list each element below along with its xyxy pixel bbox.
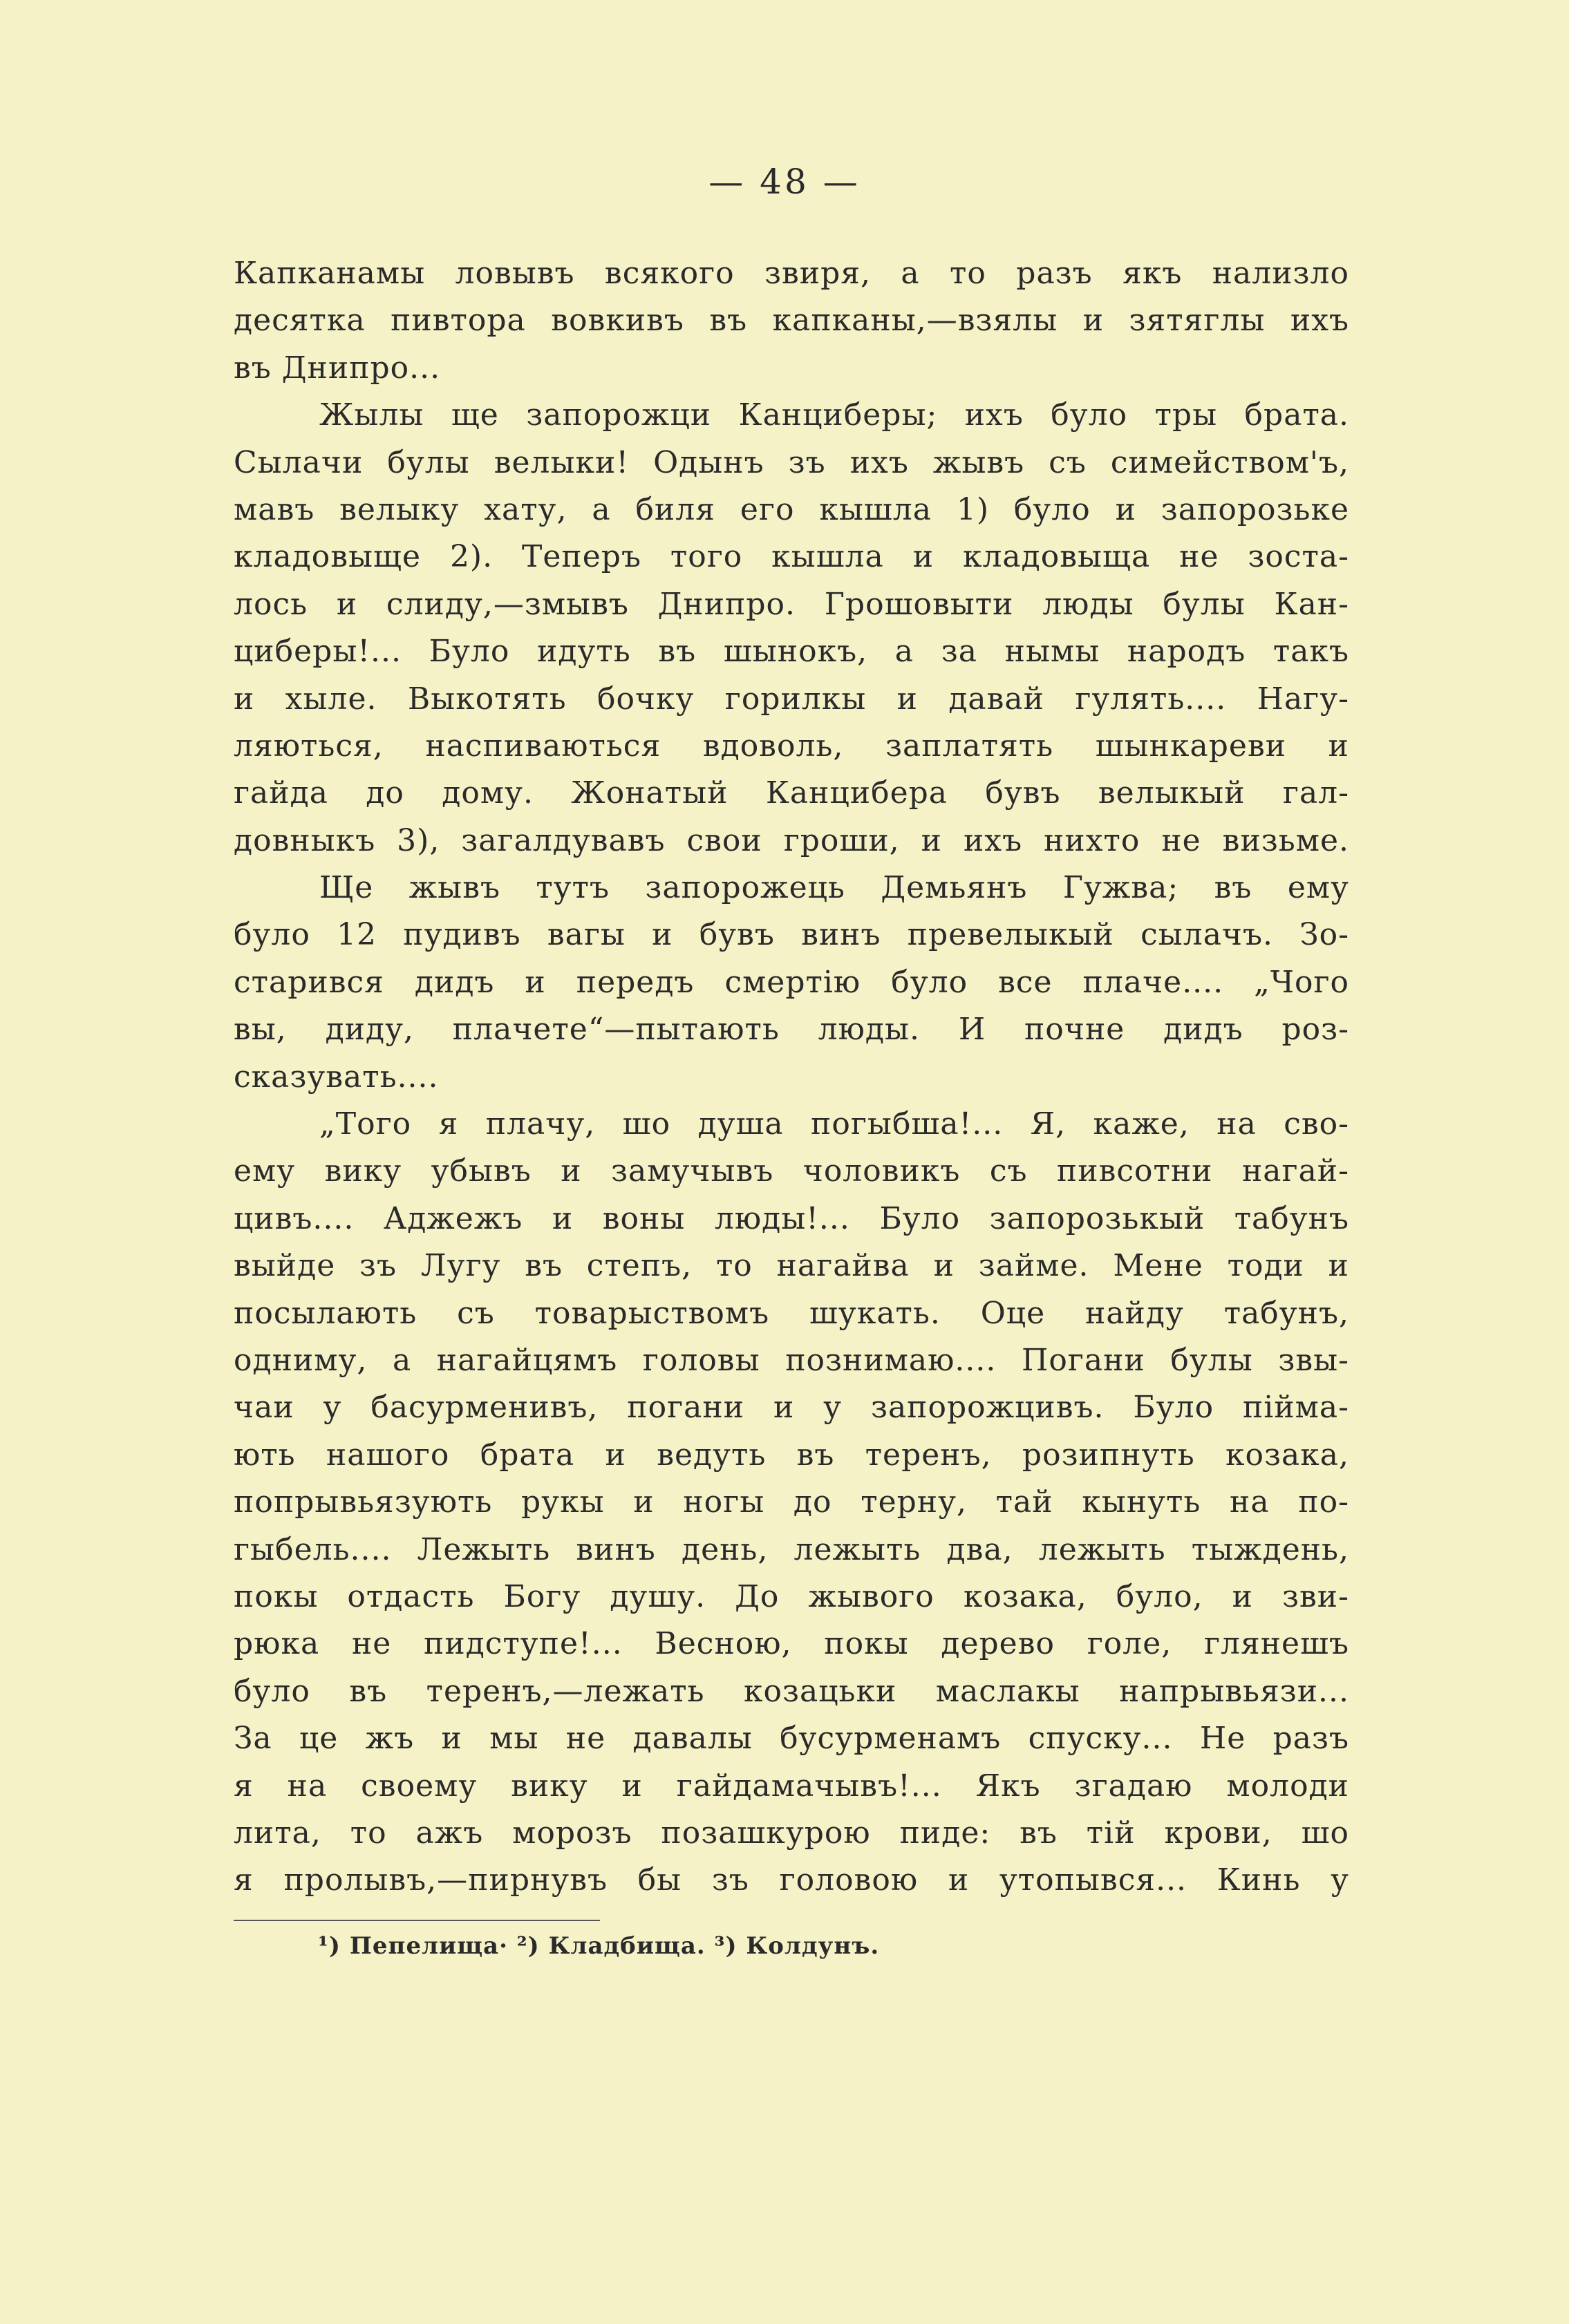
page-number: — 48 —: [708, 162, 861, 202]
text-line: я на своему вику и гайдамачывъ!... Якъ згадаю молоди: [234, 1768, 1349, 1804]
text-line: було въ теренъ,—лежать козацьки маслакы напрывьязи...: [234, 1673, 1349, 1709]
text-line: довныкъ 3), загалдувавъ свои гроши, и ихъ нихто не визьме.: [234, 822, 1349, 858]
text-line: выйде зъ Лугу въ степъ, то нагайва и займе. Мене тоди и: [234, 1248, 1349, 1284]
text-line: сказувать....: [234, 1059, 439, 1095]
text-line: Капканамы ловывъ всякого звиря, а то разъ якъ нализло: [234, 256, 1349, 291]
footnote-divider: [234, 1920, 600, 1921]
text-line: лось и слиду,—змывъ Днипро. Грошовыти люды булы Кан-: [234, 586, 1349, 622]
text-line: За це жъ и мы не давалы бусурменамъ спуску... Не разъ: [234, 1721, 1349, 1757]
text-line: чаи у басурменивъ, погани и у запорожцивъ. Було пійма-: [234, 1390, 1349, 1426]
text-line: гыбель.... Лежыть винъ день, лежыть два, лежыть тыждень,: [234, 1531, 1349, 1567]
body-text: [234, 250, 1349, 1905]
footnotes: ¹) Пепелища· ²) Кладбища. ³) Колдунъ.: [318, 1932, 880, 1960]
text-line: покы отдасть Богу душу. До жывого козака, було, и зви-: [234, 1578, 1349, 1614]
text-line: Ще жывъ тутъ запорожець Демьянъ Гужва; въ ему: [319, 870, 1349, 906]
text-line: „Того я плачу, шо душа погыбша!... Я, каже, на сво-: [319, 1106, 1349, 1142]
text-line: и хыле. Выкотять бочку горилкы и давай гулять.... Нагу-: [234, 681, 1349, 717]
text-line: старився дидъ и передъ смертію було все плаче.... „Чого: [234, 964, 1349, 1000]
text-line: одниму, а нагайцямъ головы познимаю.... Погани булы звы-: [234, 1342, 1349, 1378]
text-line: цивъ.... Аджежъ и воны люды!... Було запорозькый табунъ: [234, 1200, 1349, 1236]
text-line: було 12 пудивъ вагы и бувъ винъ превелыкый сылачъ. Зо-: [234, 917, 1349, 953]
text-line: мавъ велыку хату, а биля его кышла 1) було и запорозьке: [234, 491, 1349, 527]
text-line: Жылы ще запорожци Канциберы; ихъ було тры брата.: [319, 397, 1349, 433]
text-line: попрывьязують рукы и ногы до терну, тай кынуть на по-: [234, 1484, 1349, 1520]
text-line: ляються, наспиваються вдоволь, заплатять шынкареви и: [234, 728, 1349, 764]
text-line: гайда до дому. Жонатый Канцибера бувъ велыкый гал-: [234, 775, 1349, 811]
text-line: Сылачи булы велыки! Одынъ зъ ихъ жывъ съ симейством'ъ,: [234, 444, 1349, 480]
text-line: ему вику убывъ и замучывъ чоловикъ съ пивсотни нагай-: [234, 1153, 1349, 1189]
text-line: рюка не пидступе!... Весною, покы дерево голе, глянешъ: [234, 1626, 1349, 1662]
text-line: въ Днипро...: [234, 350, 441, 386]
text-line: вы, диду, плачете“—пытають люды. И почне дидъ роз-: [234, 1012, 1349, 1048]
text-line: десятка пивтора вовкивъ въ капканы,—взялы и зятяглы ихъ: [234, 303, 1349, 339]
text-line: посылають съ товарыствомъ шукать. Оце найду табунъ,: [234, 1295, 1349, 1331]
text-line: лита, то ажъ морозъ позашкурою пиде: въ тій крови, шо: [234, 1815, 1349, 1851]
text-line: кладовыще 2). Теперъ того кышла и кладовыща не зоста-: [234, 539, 1349, 575]
text-line: ють нашого брата и ведуть въ теренъ, розипнуть козака,: [234, 1437, 1349, 1473]
text-line: циберы!... Було идуть въ шынокъ, а за нымы народъ такъ: [234, 634, 1349, 670]
text-line: я пролывъ,—пирнувъ бы зъ головою и утопывся... Кинь у: [234, 1862, 1349, 1898]
